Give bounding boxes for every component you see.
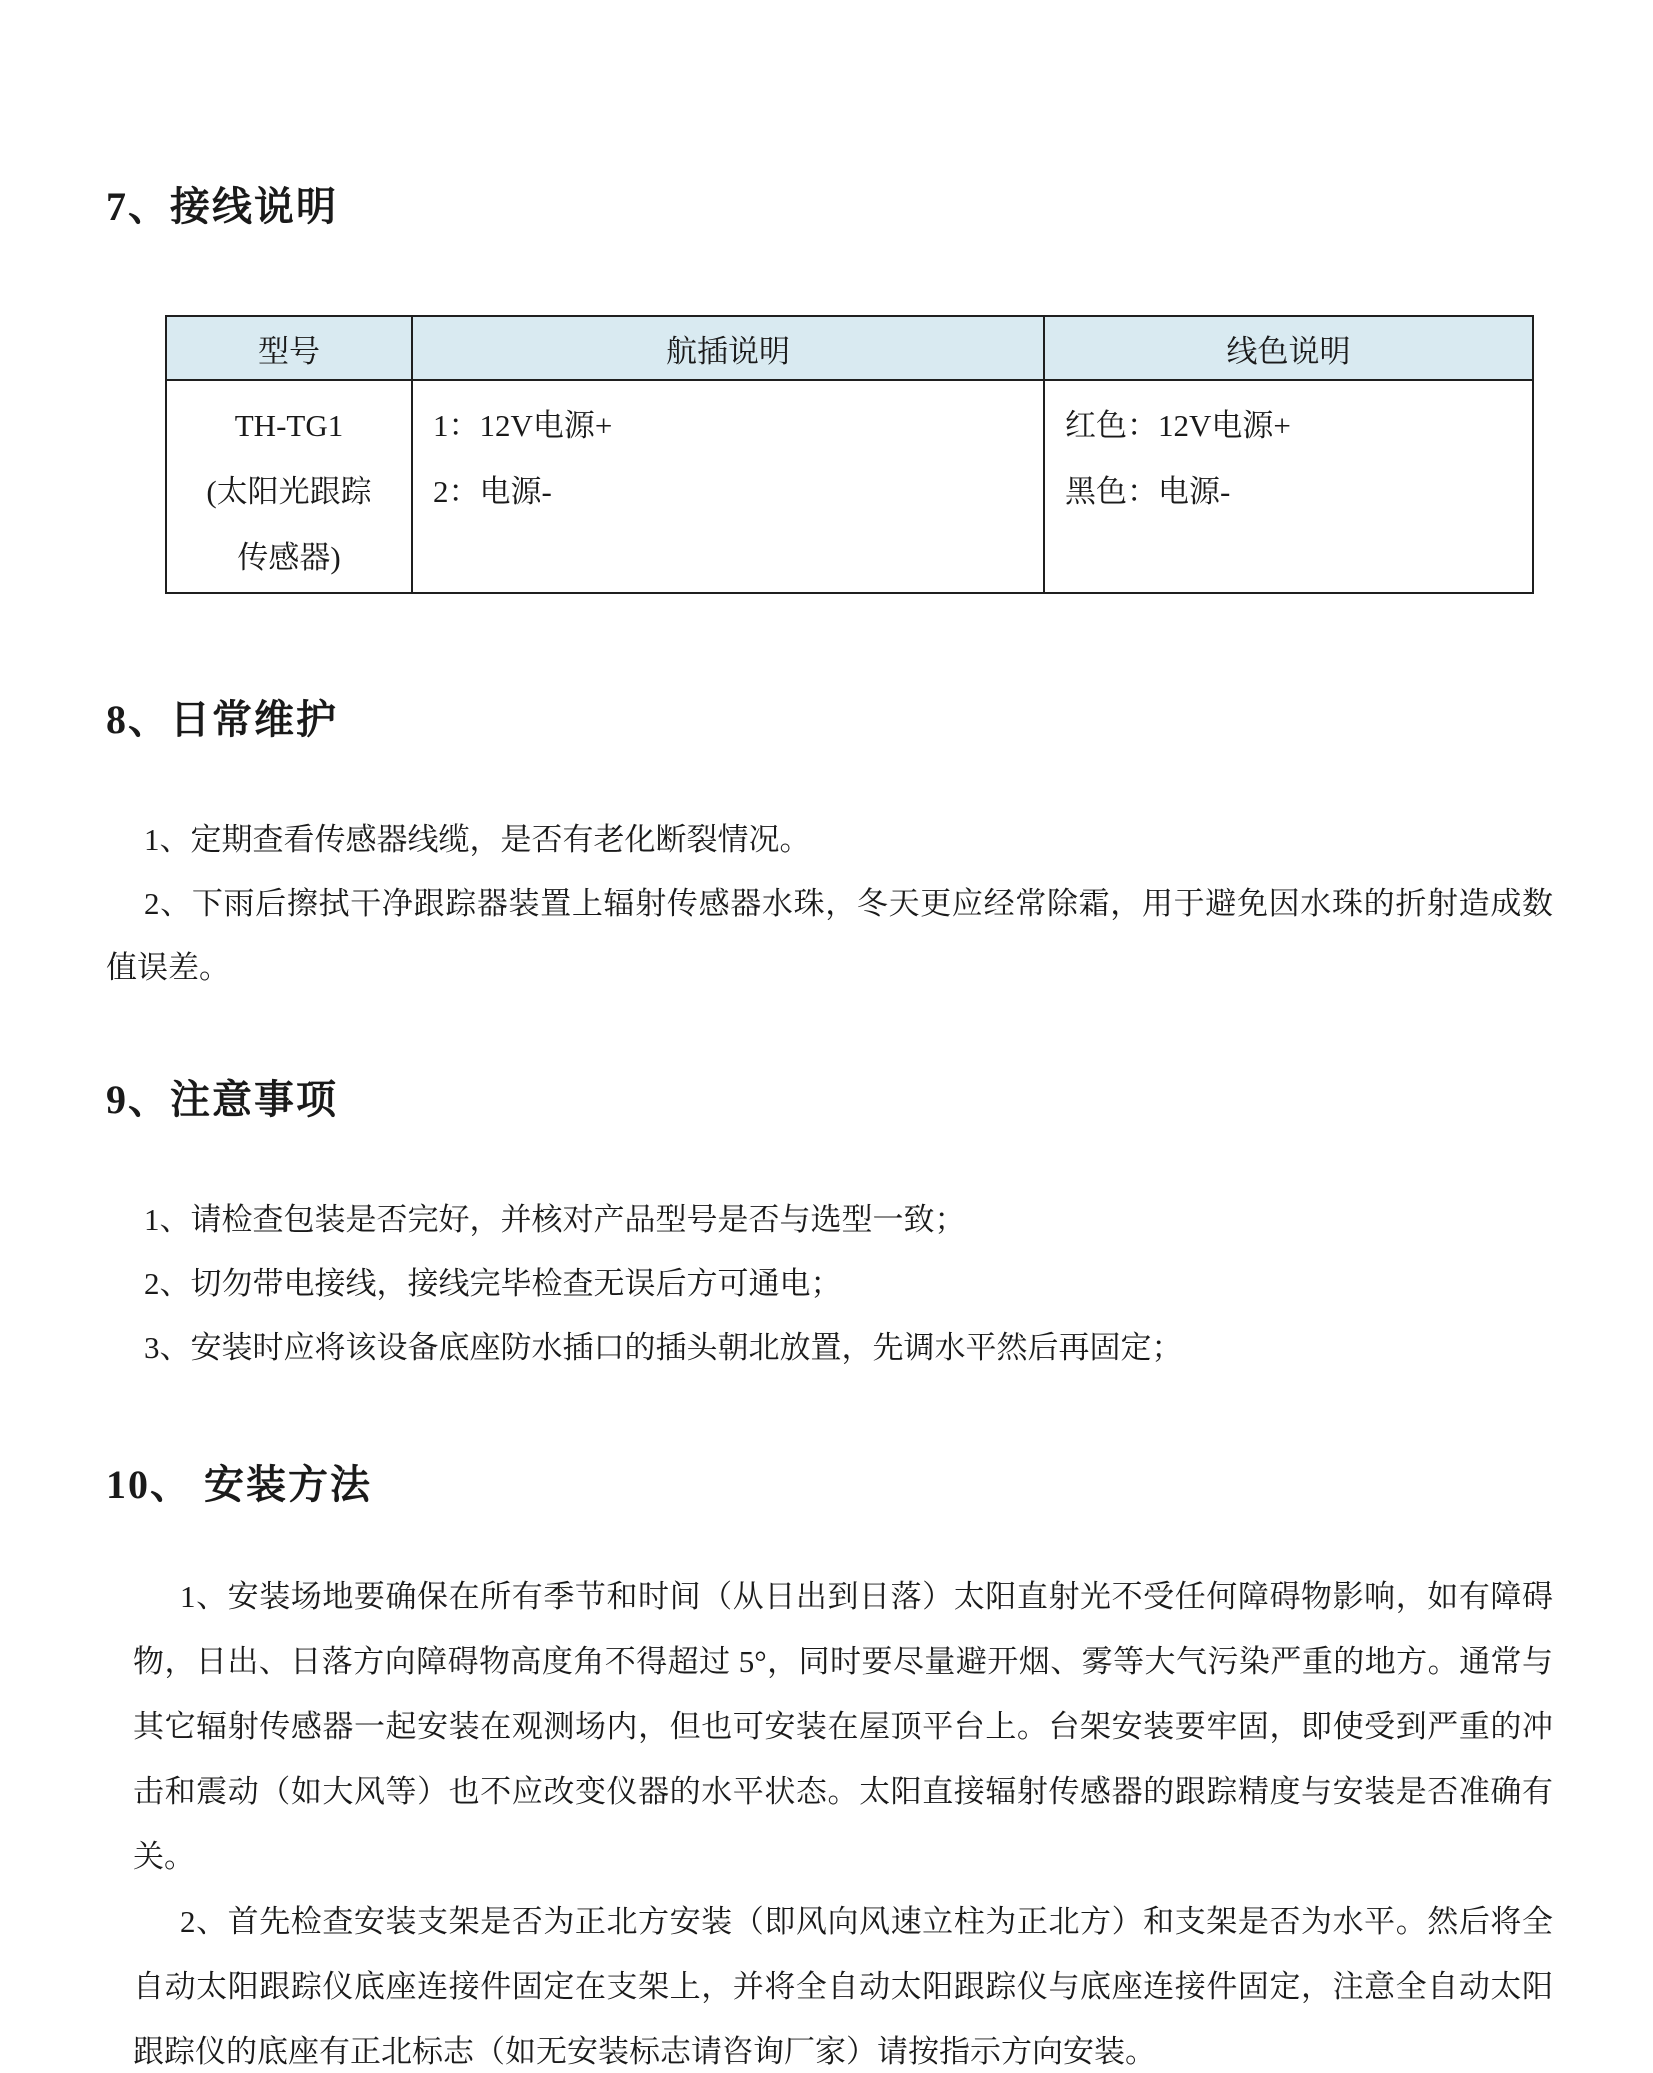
model-desc-line-2: 传感器) [237,540,341,575]
plug-pin-1: 1：12V电源+ [433,408,613,443]
model-name: TH-TG1 [234,408,344,443]
plug-pin-2: 2：电源- [433,474,552,509]
section-10-paragraphs [106,1564,1553,2073]
table-row [166,380,1533,593]
cell-model [166,380,412,593]
model-desc-line-1: (太阳光跟踪 [206,474,372,509]
maintenance-item-1: 1、定期查看传感器线缆，是否有老化断裂情况。 [144,822,811,857]
precaution-item-3: 3、安装时应将该设备底座防水插口的插头朝北放置，先调水平然后再固定； [144,1330,1183,1365]
wiring-table [165,315,1534,594]
installation-paragraph-2: 2、首先检查安装支架是否为正北方安装（即风向风速立柱为正北方）和支架是否为水平。然后将全自动太阳跟踪仪底座连接件固定在支架上，并将全自动太阳跟踪仪与底座连接件固定，注意全自动太阳跟踪仪的底座有正北标志（如无安装标志请咨询厂家）请按指示方向安装。 [133,1904,1553,2069]
table-header-wire-color: 线色说明 [1044,316,1533,380]
maintenance-item-2: 2、下雨后擦拭干净跟踪器装置上辐射传感器水珠，冬天更应经常除霜，用于避免因水珠的折射造成数值误差。 [106,886,1553,985]
cell-wire-color [1044,380,1533,593]
section-9-items [106,1188,1553,1380]
section-8-heading: 8、日常维护 [106,697,338,742]
precaution-item-1: 1、请检查包装是否完好，并核对产品型号是否与选型一致； [144,1202,966,1237]
section-10-heading: 10、 安装方法 [106,1462,372,1507]
table-header-plug: 航插说明 [412,316,1044,380]
precaution-item-2: 2、切勿带电接线，接线完毕检查无误后方可通电； [144,1266,842,1301]
table-header-model: 型号 [166,316,412,380]
section-9-heading: 9、注意事项 [106,1077,338,1122]
wire-red: 红色：12V电源+ [1065,408,1291,443]
section-7-heading: 7、接线说明 [106,184,338,229]
wire-black: 黑色：电源- [1065,474,1231,509]
cell-plug [412,380,1044,593]
table-header-row [166,316,1533,380]
section-8-items [106,808,1553,1000]
installation-paragraph-1: 1、安装场地要确保在所有季节和时间（从日出到日落）太阳直射光不受任何障碍物影响，如有障碍物，日出、日落方向障碍物高度角不得超过 5°，同时要尽量避开烟、雾等大气污染严重的地方。通常与其它辐射传感器一起安装在观测场内，但也可安装在屋顶平台上。台架安装要牢固，即使受到严重的冲击和震动（如大风等）也不应改变仪器的水平状态。太阳直接辐射传感器的跟踪精度与安装是否准确有关。 [133,1579,1553,1874]
